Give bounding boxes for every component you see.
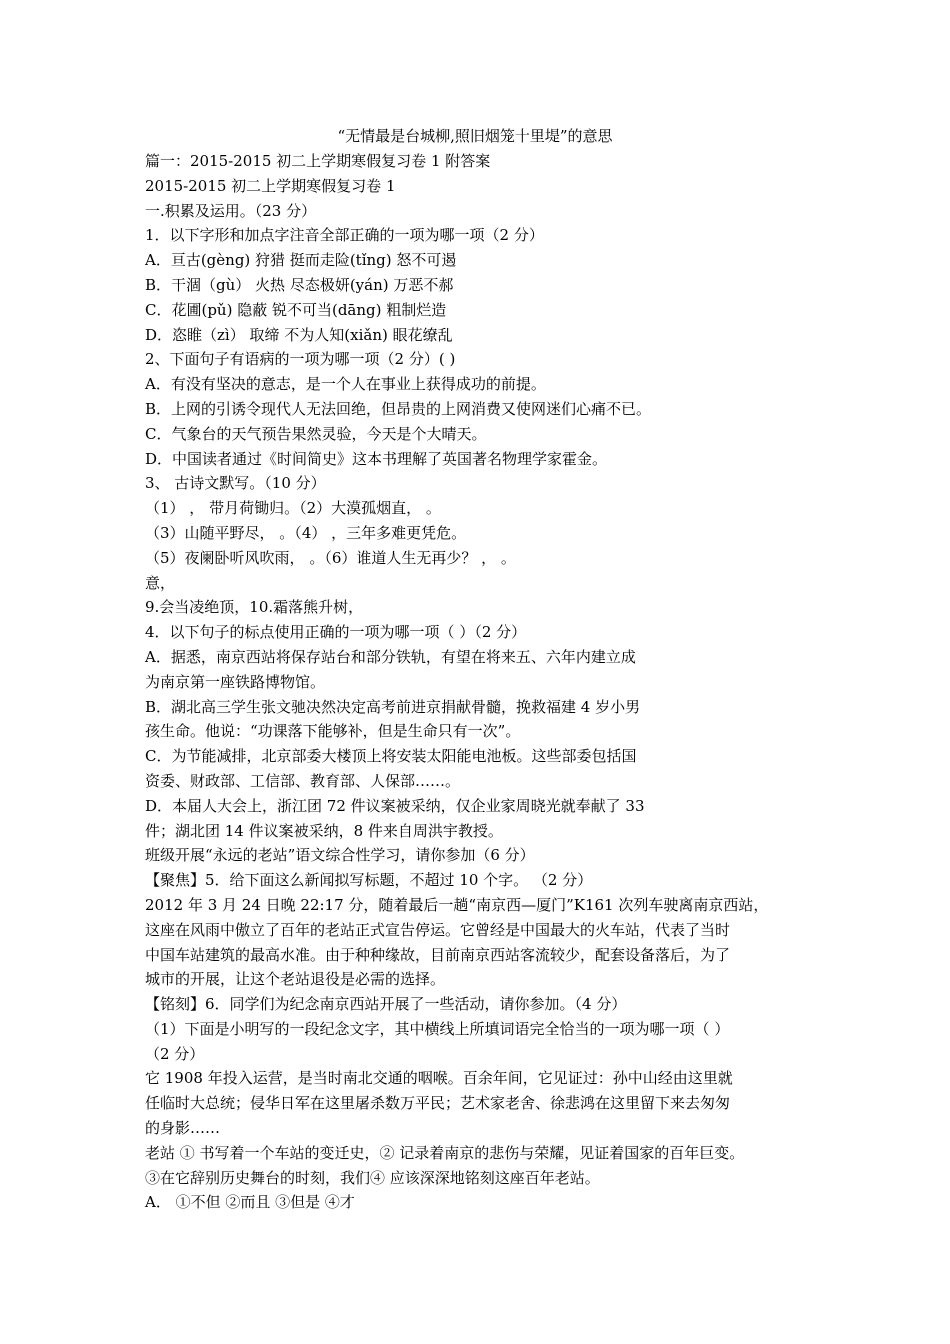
option-c: C．为节能减排，北京部委大楼顶上将安装太阳能电池板。这些部委包括国 [145, 747, 637, 766]
activity-intro: 班级开展“永远的老站”语文综合性学习，请你参加（6 分） [145, 846, 535, 865]
poem-blanks: （3）山随平野尽， 。（4） ，三年多难更凭危。 [145, 523, 467, 542]
passage: 任临时大总统；侵华日军在这里屠杀数万平民；艺术家老舍、徐悲鸿在这里留下来去匆匆 [145, 1094, 731, 1113]
news-paragraph: 中国车站建筑的最高水准。由于种种缘故，目前南京西站客流较少，配套设备落后，为了 [145, 945, 731, 964]
option-c: C．花圃(pǔ) 隐蔽 锐不可当(dāng) 粗制烂造 [145, 300, 447, 319]
passage: 的身影…… [145, 1119, 221, 1138]
poem-blanks: （5）夜阑卧听风吹雨， 。（6）谁道人生无再少？ ， 。 [145, 548, 516, 567]
option-a: A．亘古(gèng) 狩猎 挺而走险(tǐng) 怒不可遏 [145, 251, 457, 270]
option-d: D．中国读者通过《时间简史》这本书理解了英国著名物理学家霍金。 [145, 449, 608, 468]
passage: ③在它辞别历史舞台的时刻，我们④ 应该深深地铭刻这座百年老站。 [145, 1168, 600, 1187]
news-paragraph: 这座在风雨中傲立了百年的老站正式宣告停运。它曾经是中国最大的火车站，代表了当时 [145, 920, 731, 939]
option-c: C．气象台的天气预告果然灵验，今天是个大晴天。 [145, 424, 487, 443]
option-b: B．上网的引诱令现代人无法回绝，但昂贵的上网消费又使网迷们心痛不已。 [145, 399, 652, 418]
passage: 它 1908 年投入运营，是当时南北交通的咽喉。百余年间，它见证过：孙中山经由这里就 [145, 1069, 733, 1088]
option-c-cont: 资委、财政部、工信部、教育部、人保部……。 [145, 771, 461, 790]
text-line: 9.会当凌绝顶，10.霜落熊升树， [145, 598, 364, 617]
section-heading: 一.积累及运用。（23 分） [145, 201, 317, 220]
news-paragraph: 2012 年 3 月 24 日晚 22:17 分，随着最后一趟“南京西—厦门”K161 次列车驶离南京西站， [145, 895, 769, 914]
text-line: 篇一：2015-2015 初二上学期寒假复习卷 1 附答案 [145, 152, 491, 170]
option-d: D．恣睢（zì） 取缔 不为人知(xiǎn) 眼花缭乱 [145, 325, 453, 344]
option-b-cont: 孩生命。他说：“功课落下能够补，但是生命只有一次”。 [145, 722, 521, 741]
news-paragraph: 城市的开展，让这个老站退役是必需的选择。 [145, 970, 446, 989]
passage: 老站 ① 书写着一个车站的变迁史，② 记录着南京的悲伤与荣耀，见证着国家的百年巨变。 [145, 1143, 745, 1162]
question-2: 2、下面句子有语病的一项为哪一项（2 分）( ) [145, 350, 456, 369]
question-3: 3、 古诗文默写。（10 分） [145, 474, 326, 493]
option-d-cont: 件；湖北团 14 件议案被采纳，8 件来自周洪宇教授。 [145, 821, 503, 840]
sub-question-1-score: （2 分） [145, 1044, 205, 1063]
poem-blanks: （1） ， 带月荷锄归。（2）大漠孤烟直， 。 [145, 499, 441, 518]
option-d: D．本届人大会上，浙江团 72 件议案被采纳，仅企业家周晓光就奉献了 33 [145, 796, 645, 815]
text-line: 2015-2015 初二上学期寒假复习卷 1 [145, 176, 396, 195]
question-4: 4．以下句子的标点使用正确的一项为哪一项（ ）（2 分） [145, 623, 527, 642]
document-title: “无情最是台城柳,照旧烟笼十里堤”的意思 [337, 127, 613, 145]
option-b: B．干涸（gù） 火热 尽态极妍(yán) 万恶不郝 [145, 275, 454, 294]
sub-question-1: （1）下面是小明写的一段纪念文字，其中横线上所填词语完全恰当的一项为哪一项（ ） [145, 1019, 730, 1038]
option-a: A．有没有坚决的意志，是一个人在事业上获得成功的前提。 [145, 375, 546, 394]
question-6: 【铭刻】6．同学们为纪念南京西站开展了一些活动，请你参加。（4 分） [145, 995, 627, 1014]
question-5: 【聚焦】5．给下面这么新闻拟写标题，不超过 10 个字。 （2 分） [145, 871, 593, 890]
text-line: 意， [145, 573, 176, 592]
option-a: A． ①不但 ②而且 ③但是 ④才 [145, 1193, 355, 1212]
question-1: 1．以下字形和加点字注音全部正确的一项为哪一项（2 分） [145, 226, 544, 245]
document-body [145, 149, 825, 1215]
option-a-cont: 为南京第一座铁路博物馆。 [145, 672, 326, 691]
option-a: A．据悉，南京西站将保存站台和部分铁轨，有望在将来五、六年内建立成 [145, 647, 636, 666]
option-b: B．湖北高三学生张文驰决然决定高考前进京捐献骨髓，挽救福建 4 岁小男 [145, 697, 641, 716]
